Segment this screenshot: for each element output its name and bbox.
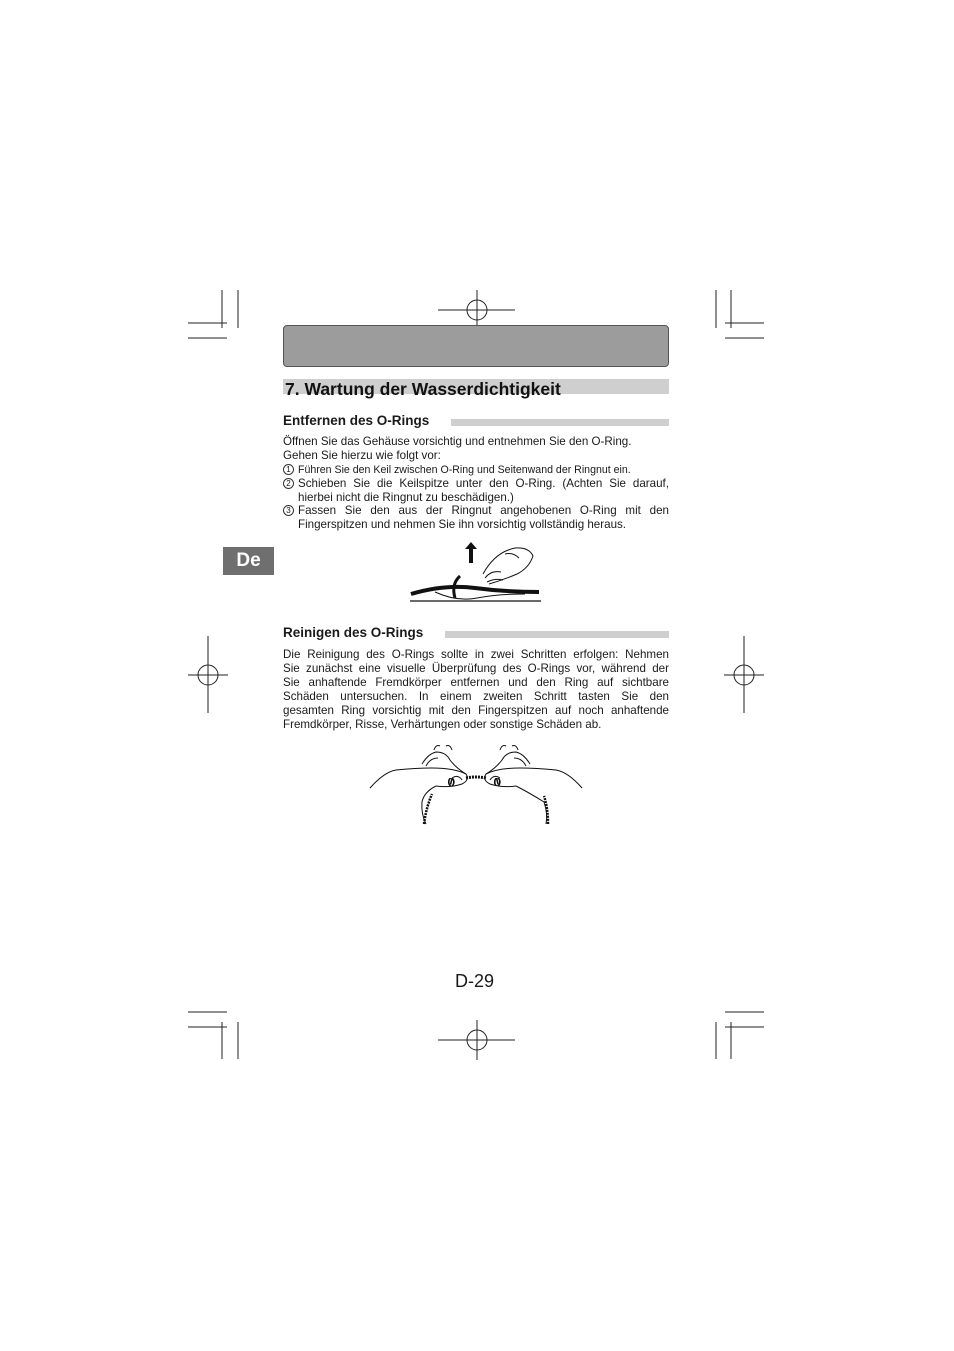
- clean-line-6: Fremdkörper, Risse, Verhärtungen oder sonstige Schäden ab.: [283, 718, 602, 731]
- remove-intro-line-2: Gehen Sie hierzu wie folgt vor:: [283, 449, 441, 462]
- clean-line-1: Die Reinigung des O-Rings sollte in zwei Schritten erfolgen: Nehmen: [283, 648, 669, 661]
- step-text: hierbei nicht die Ringnut zu beschädigen.): [298, 491, 514, 504]
- step-number-circle: 3: [283, 505, 294, 516]
- clean-line-5: gesamten Ring vorsichtig mit den Fingerspitzen auf noch anhaftende: [283, 704, 669, 717]
- step-text: Fingerspitzen und nehmen Sie ihn vorsichtig vollständig heraus.: [298, 518, 627, 531]
- step-text: Führen Sie den Keil zwischen O-Ring und Seitenwand der Ringnut ein.: [298, 464, 631, 476]
- step-text: Schieben Sie die Keilspitze unter den O-Ring. (Achten Sie darauf,: [298, 477, 669, 490]
- section-title: 7. Wartung der Wasserdichtigkeit: [285, 379, 561, 399]
- clean-heading-bar: [445, 631, 669, 638]
- clean-line-3: Sie anhaftende Fremdkörper entfernen und den Ring auf sichtbare: [283, 676, 669, 689]
- remove-heading-bar: [451, 419, 669, 426]
- step-text: Fassen Sie den aus der Ringnut angehobenen O-Ring mit den: [298, 504, 669, 517]
- o-ring-cleaning-illustration: [366, 740, 586, 826]
- remove-step-1: [283, 463, 669, 477]
- remove-step-2: [283, 477, 669, 505]
- step-number-circle: 2: [283, 478, 294, 489]
- remove-heading: Entfernen des O-Rings: [283, 413, 430, 428]
- remove-intro-line-1: Öffnen Sie das Gehäuse vorsichtig und entnehmen Sie den O-Ring.: [283, 435, 632, 448]
- language-tab: De: [223, 547, 274, 575]
- clean-line-2: Sie zunächst eine visuelle Überprüfung des O-Rings vor, während der: [283, 662, 669, 675]
- svg-text:(/): (/): [448, 779, 455, 786]
- clean-heading: Reinigen des O-Rings: [283, 625, 424, 640]
- svg-text:(\): (\): [494, 779, 501, 786]
- remove-step-3: [283, 504, 669, 532]
- step-number-circle: 1: [283, 464, 294, 475]
- chapter-header-bar: [283, 325, 669, 367]
- o-ring-removal-illustration: [405, 542, 545, 606]
- clean-line-4: Schäden untersuchen. In einem zweiten Schritt tasten Sie den: [283, 690, 669, 703]
- page-number: D-29: [455, 971, 495, 991]
